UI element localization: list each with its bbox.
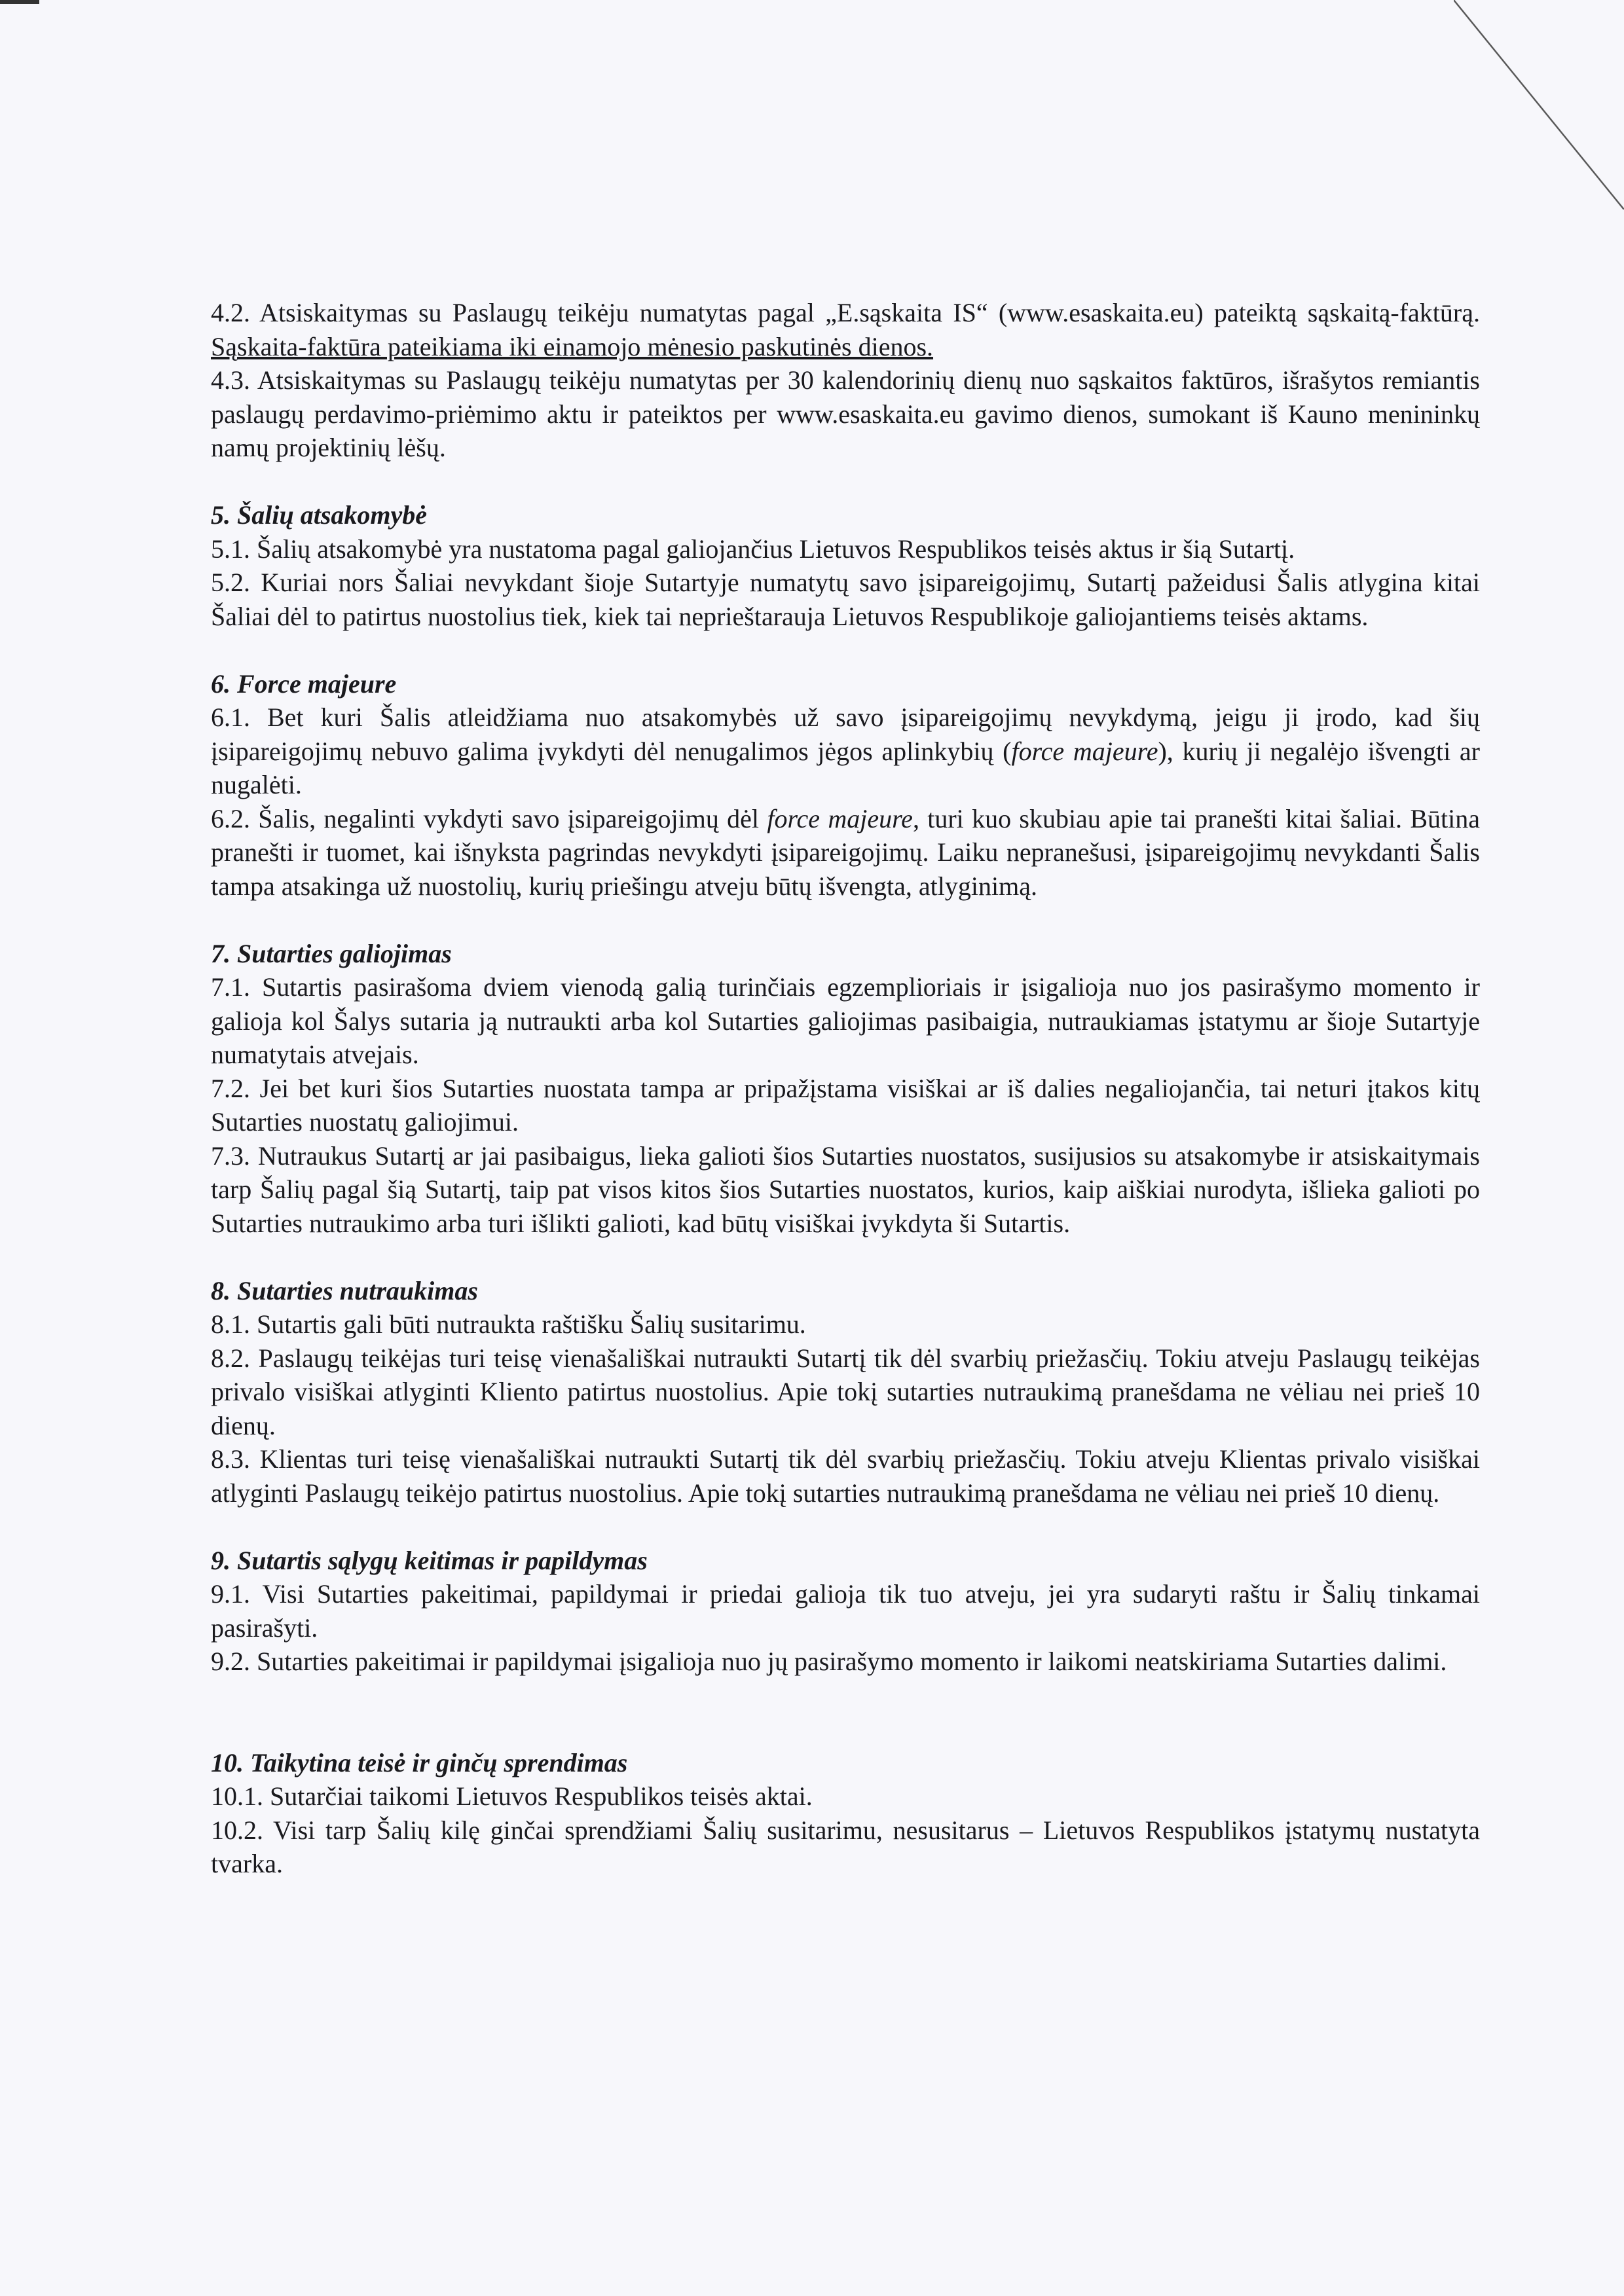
clause-10-1: 10.1. Sutarčiai taikomi Lietuvos Respublikos teisės aktai. bbox=[211, 1781, 813, 1811]
clause-6-1 bbox=[211, 701, 1480, 802]
clause-text: 6.1. Bet kuri Šalis atleidžiama nuo atsakomybės už savo įsipareigojimų nevykdymą, jeigu ji įrodo, kad šių įsipareigojimų nebuvo galima įvykdyti dėl nenugalimos jėgos aplinkybių ( bbox=[211, 702, 1480, 766]
section-9-heading: 9. Sutartis sąlygų keitimas ir papildymas bbox=[211, 1545, 648, 1575]
clause-5-1: 5.1. Šalių atsakomybė yra nustatoma pagal galiojančius Lietuvos Respublikos teisės aktus ir šią Sutartį. bbox=[211, 534, 1295, 564]
clause-9-1: 9.1. Visi Sutarties pakeitimai, papildymai ir priedai galioja tik tuo atveju, jei yra sudaryti raštu ir Šalių tinkamai pasirašyti. bbox=[211, 1579, 1480, 1643]
clause-text: 4.2. Atsiskaitymas su Paslaugų teikėju numatytas pagal „E.sąskaita IS“ (www.esaskaita.eu) pateiktą sąskaitą-faktūrą. bbox=[211, 298, 1480, 327]
clause-5-2: 5.2. Kuriai nors Šaliai nevykdant šioje Sutartyje numatytų savo įsipareigojimų, Sutartį pažeidusi Šalis atlygina kitai Šaliai dėl to patirtus nuostolius tiek, kiek tai neprieštarauja Lietuvos Respublikoje galiojantiems teisės aktams. bbox=[211, 568, 1480, 631]
document-page bbox=[211, 296, 1480, 1881]
clause-7-3: 7.3. Nutraukus Sutartį ar jai pasibaigus, lieka galioti šios Sutarties nuostatos, susijusios su atsakomybe ir atsiskaitymais tarp Šalių pagal šią Sutartį, taip pat visos kitos šios Sutarties nuostatos, kurios, kaip aiškiai nurodyta, išlieka galioti po Sutarties nutraukimo arba turi išlikti galioti, kad būtų visiškai įvykdyta ši Sutartis. bbox=[211, 1140, 1480, 1238]
clause-7-1: 7.1. Sutartis pasirašoma dviem vienodą galią turinčiais egzemplioriais ir įsigalioja nuo jos pasirašymo momento ir galioja kol Šalys sutaria ją nutraukti arba kol Sutarties galiojimas pasibaigia, nutraukiamas įstatymu ar šioje Sutartyje numatytais atvejais. bbox=[211, 972, 1480, 1069]
clause-4-3: 4.3. Atsiskaitymas su Paslaugų teikėju numatytas per 30 kalendorinių dienų nuo sąskaitos faktūros, išrašytos remiantis paslaugų perdavimo-priėmimo aktu ir pateiktos per www.esaskaita.eu gavimo dienos, sumokant iš Kauno menininkų namų projektinių lėšų. bbox=[211, 365, 1480, 462]
italic-text: force majeure bbox=[1011, 736, 1158, 766]
scan-edge bbox=[0, 0, 39, 4]
section-6-heading: 6. Force majeure bbox=[211, 668, 397, 699]
clause-8-3: 8.3. Klientas turi teisę vienašališkai nutraukti Sutartį tik dėl svarbių priežasčių. Tokiu atveju Klientas privalo visiškai atlyginti Paslaugų teikėjo patirtus nuostolius. Apie tokį sutarties nutraukimą pranešdama ne vėliau nei prieš 10 dienų. bbox=[211, 1444, 1480, 1508]
clause-text: 6.2. Šalis, negalinti vykdyti savo įsipareigojimų dėl bbox=[211, 803, 767, 833]
clause-text: ), kurių ji negalėjo išvengti ar nugalėti. bbox=[211, 736, 1480, 799]
scan-fold-line bbox=[1454, 0, 1624, 210]
section-5-heading: 5. Šalių atsakomybė bbox=[211, 500, 428, 530]
section-7-heading: 7. Sutarties galiojimas bbox=[211, 938, 452, 968]
clause-text: , turi kuo skubiau apie tai pranešti kitai šaliai. Būtina pranešti ir tuomet, kai išnyksta pagrindas nevykdyti įsipareigojimų. Laiku nepranešusi, įsipareigojimų nevykdanti Šalis tampa atsakinga už nuostolių, kurių priešingu atveju būtų išvengta, atlyginimą. bbox=[211, 803, 1480, 901]
section-8-heading: 8. Sutarties nutraukimas bbox=[211, 1275, 478, 1305]
clause-9-2: 9.2. Sutarties pakeitimai ir papildymai įsigalioja nuo jų pasirašymo momento ir laikomi neatskiriama Sutarties dalimi. bbox=[211, 1647, 1447, 1676]
underlined-text: Sąskaita-faktūra pateikiama iki einamojo mėnesio paskutinės dienos. bbox=[211, 331, 934, 361]
italic-text: force majeure bbox=[767, 803, 913, 833]
clause-6-2 bbox=[211, 802, 1480, 903]
section-10-heading: 10. Taikytina teisė ir ginčų sprendimas bbox=[211, 1747, 628, 1777]
clause-10-2: 10.2. Visi tarp Šalių kilę ginčai sprendžiami Šalių susitarimu, nesusitarus – Lietuvos Respublikos įstatymų nustatyta tvarka. bbox=[211, 1815, 1480, 1878]
clause-4-2 bbox=[211, 296, 1480, 363]
clause-7-2: 7.2. Jei bet kuri šios Sutarties nuostata tampa ar pripažįstama visiškai ar iš dalies negaliojančia, tai neturi įtakos kitų Sutarties nuostatų galiojimui. bbox=[211, 1073, 1480, 1137]
clause-8-1: 8.1. Sutartis gali būti nutraukta raštišku Šalių susitarimu. bbox=[211, 1309, 806, 1339]
clause-8-2: 8.2. Paslaugų teikėjas turi teisę vienašališkai nutraukti Sutartį tik dėl svarbių priežasčių. Tokiu atveju Paslaugų teikėjas privalo visiškai atlyginti Kliento patirtus nuostolius. Apie tokį sutarties nutraukimą pranešdama ne vėliau nei prieš 10 dienų. bbox=[211, 1343, 1480, 1440]
